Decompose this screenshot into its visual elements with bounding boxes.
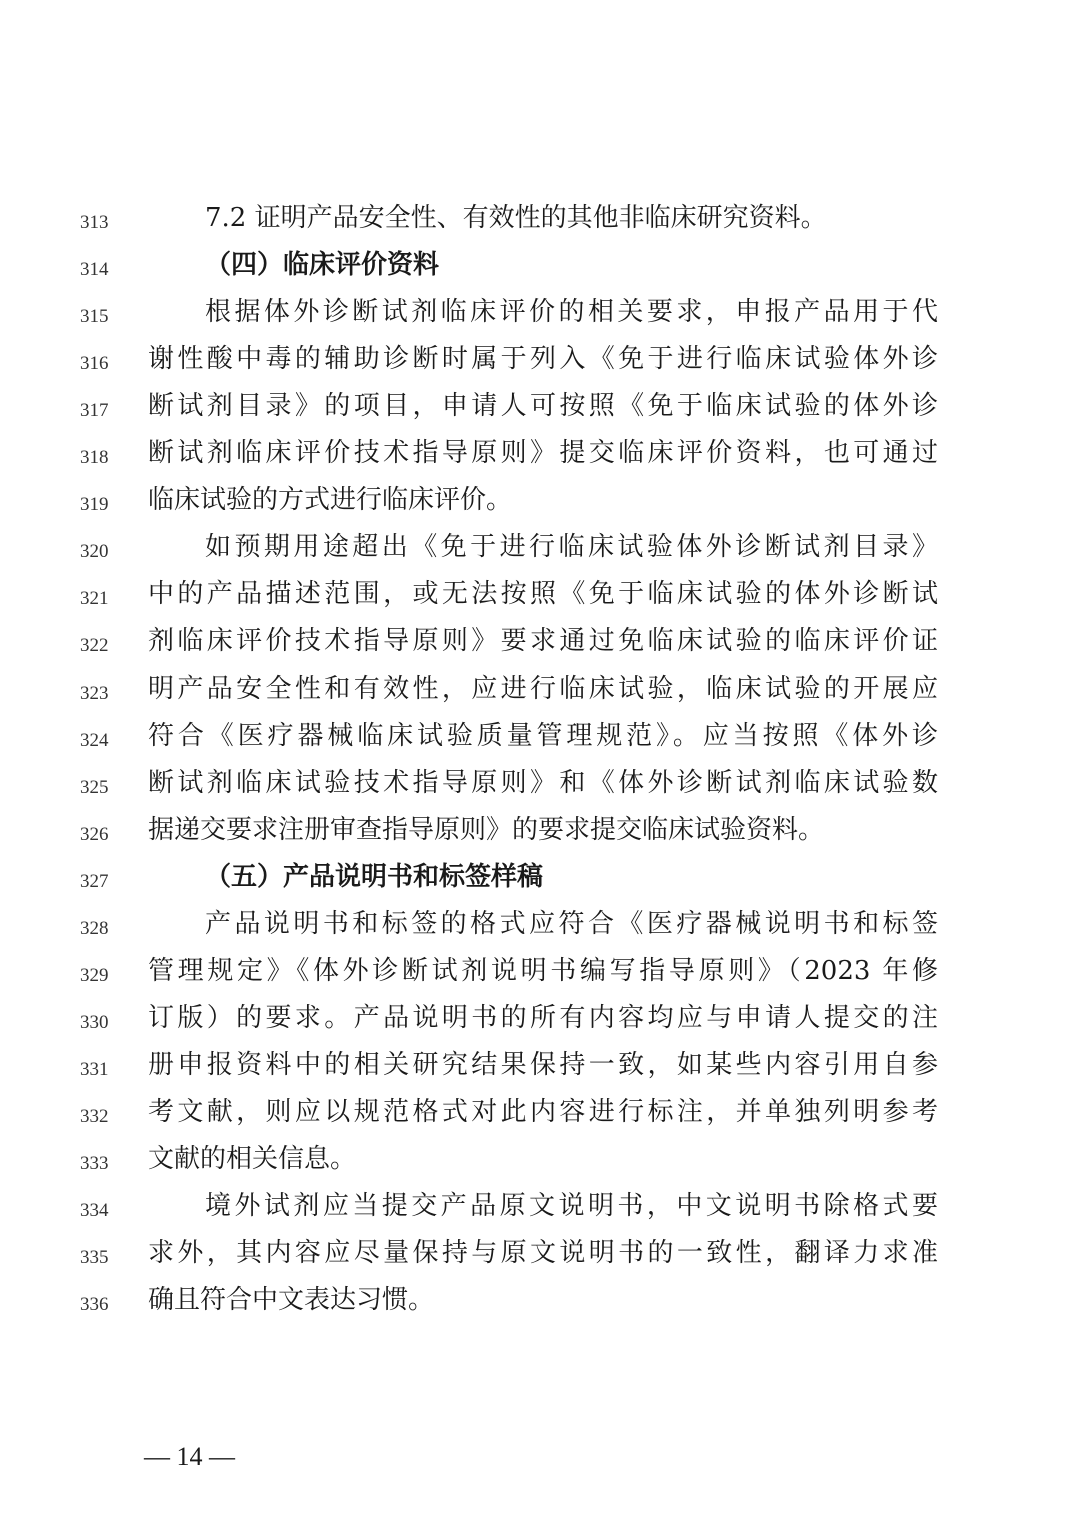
document-line bbox=[0, 1233, 1080, 1280]
body-text-line: 明产品安全性和有效性，应进行临床试验，临床试验的开展应 bbox=[148, 673, 938, 704]
body-text-line: 符合《医疗器械临床试验质量管理规范》。应当按照《体外诊 bbox=[148, 720, 938, 751]
line-number: 318 bbox=[80, 447, 109, 469]
body-text-line: 断试剂临床评价技术指导原则》提交临床评价资料，也可通过 bbox=[148, 438, 938, 469]
line-number: 317 bbox=[80, 400, 109, 422]
page-number: — 14 — bbox=[144, 1442, 235, 1471]
document-line bbox=[0, 904, 1080, 951]
document-line bbox=[0, 386, 1080, 433]
body-text-line: 临床试验的方式进行临床评价。 bbox=[148, 485, 513, 516]
document-line bbox=[0, 1045, 1080, 1092]
document-line bbox=[0, 480, 1080, 527]
line-number: 324 bbox=[80, 729, 109, 751]
line-number: 330 bbox=[80, 1011, 109, 1033]
line-number: 313 bbox=[80, 212, 109, 233]
body-text-line: 中的产品描述范围，或无法按照《免于临床试验的体外诊断试 bbox=[148, 579, 938, 610]
body-text-line: 7.2 证明产品安全性、有效性的其他非临床研究资料。 bbox=[205, 203, 827, 233]
body-text-line: 确且符合中文表达习惯。 bbox=[148, 1285, 435, 1316]
document-line bbox=[0, 621, 1080, 668]
document-line bbox=[0, 527, 1080, 574]
body-text-line: 如预期用途超出《免于进行临床试验体外诊断试剂目录》 bbox=[205, 532, 938, 563]
body-text-line: 谢性酸中毒的辅助诊断时属于列入《免于进行临床试验体外诊 bbox=[148, 344, 938, 375]
line-number: 326 bbox=[80, 823, 109, 845]
body-text-line: 订版）的要求。产品说明书的所有内容均应与申请人提交的注 bbox=[148, 1002, 938, 1033]
line-number: 335 bbox=[80, 1247, 109, 1269]
document-line bbox=[0, 245, 1080, 292]
body-text-line: 剂临床评价技术指导原则》要求通过免临床试验的临床评价证 bbox=[148, 626, 938, 657]
body-text-line: 据递交要求注册审查指导原则》的要求提交临床试验资料。 bbox=[148, 814, 825, 845]
body-text-line: 断试剂目录》的项目，申请人可按照《免于临床试验的体外诊 bbox=[148, 391, 938, 422]
body-text-line: 根据体外诊断试剂临床评价的相关要求，申报产品用于代 bbox=[205, 297, 938, 328]
document-line bbox=[0, 951, 1080, 998]
line-number: 322 bbox=[80, 635, 109, 657]
line-number: 325 bbox=[80, 776, 109, 798]
body-text-line: 考文献，则应以规范格式对此内容进行标注，并单独列明参考 bbox=[148, 1096, 938, 1127]
section-heading: （五）产品说明书和标签样稿 bbox=[205, 861, 544, 892]
section-heading: （四）临床评价资料 bbox=[205, 250, 440, 281]
document-line bbox=[0, 1092, 1080, 1139]
document-line bbox=[0, 763, 1080, 810]
line-number: 320 bbox=[80, 541, 109, 563]
line-number: 314 bbox=[80, 259, 109, 281]
line-number: 321 bbox=[80, 588, 109, 610]
body-text-line: 产品说明书和标签的格式应符合《医疗器械说明书和标签 bbox=[205, 908, 938, 939]
body-text-line: 断试剂临床试验技术指导原则》和《体外诊断试剂临床试验数 bbox=[148, 767, 938, 798]
line-number: 333 bbox=[80, 1153, 109, 1174]
document-line bbox=[0, 669, 1080, 716]
line-number: 336 bbox=[80, 1294, 109, 1316]
line-number: 316 bbox=[80, 353, 109, 375]
line-number: 331 bbox=[80, 1058, 109, 1080]
body-text-line: 管理规定》《体外诊断试剂说明书编写指导原则》（2023 年修 bbox=[148, 955, 938, 986]
document-line bbox=[0, 998, 1080, 1045]
document-line bbox=[0, 292, 1080, 339]
body-text-line: 求外，其内容应尽量保持与原文说明书的一致性，翻译力求准 bbox=[148, 1238, 938, 1269]
body-text-line: 文献的相关信息。 bbox=[148, 1144, 357, 1174]
document-line bbox=[0, 574, 1080, 621]
document-line bbox=[0, 198, 1080, 245]
document-line bbox=[0, 857, 1080, 904]
line-number: 319 bbox=[80, 494, 109, 516]
line-number: 328 bbox=[80, 917, 109, 939]
document-line bbox=[0, 810, 1080, 857]
line-number: 327 bbox=[80, 870, 109, 892]
document-line bbox=[0, 339, 1080, 386]
document-line bbox=[0, 716, 1080, 763]
document-line bbox=[0, 1280, 1080, 1327]
line-number: 323 bbox=[80, 682, 109, 704]
document-line bbox=[0, 433, 1080, 480]
line-number: 329 bbox=[80, 964, 109, 986]
body-text-line: 境外试剂应当提交产品原文说明书，中文说明书除格式要 bbox=[205, 1191, 938, 1222]
line-number: 332 bbox=[80, 1105, 109, 1127]
line-number: 334 bbox=[80, 1200, 109, 1222]
document-line bbox=[0, 1139, 1080, 1186]
line-number: 315 bbox=[80, 306, 109, 328]
body-text-line: 册申报资料中的相关研究结果保持一致，如某些内容引用自参 bbox=[148, 1049, 938, 1080]
document-line bbox=[0, 1186, 1080, 1233]
